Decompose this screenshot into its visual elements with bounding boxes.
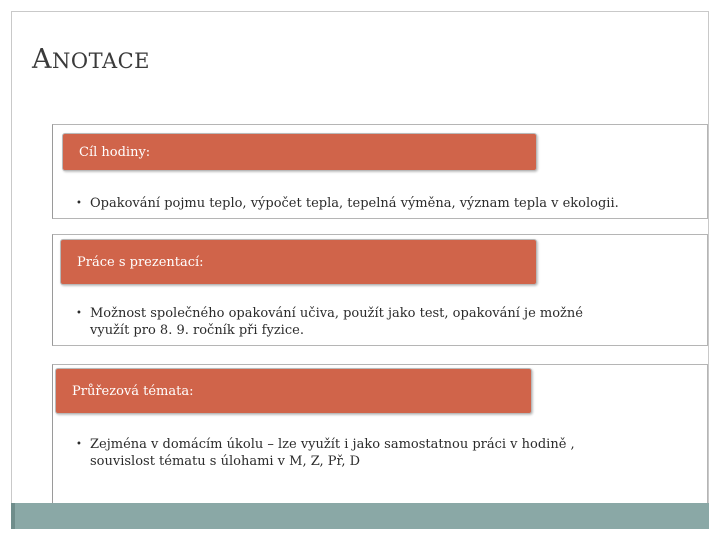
title-initial: A bbox=[32, 44, 52, 75]
bullet-text-line2: využít pro 8. 9. ročník při fyzice. bbox=[90, 323, 304, 338]
bullet-icon: • bbox=[76, 308, 82, 319]
section-header-label: Práce s prezentací: bbox=[77, 254, 204, 270]
title-rest: NOTACE bbox=[52, 49, 151, 73]
slide-title bbox=[32, 44, 150, 75]
section-header-goal bbox=[62, 133, 537, 171]
bullet-text: Opakování pojmu teplo, výpočet tepla, tepelná výměna, význam tepla v ekologii. bbox=[90, 196, 619, 211]
section-header-label: Průřezová témata: bbox=[72, 383, 194, 399]
bullet-text-line1: Možnost společného opakování učiva, použít jako test, opakování je možné bbox=[90, 306, 583, 321]
bullet-text-line2: souvislost tématu s úlohami v M, Z, Př, D bbox=[90, 454, 361, 469]
section-header-themes bbox=[55, 368, 532, 414]
bullet-text-line1: Zejména v domácím úkolu – lze využít i jako samostatnou práci v hodině , bbox=[90, 437, 575, 452]
bullet-icon: • bbox=[76, 439, 82, 450]
bullet-item-presentation bbox=[76, 305, 676, 339]
footer-bar bbox=[11, 503, 709, 529]
section-header-presentation bbox=[60, 239, 537, 285]
bullet-icon: • bbox=[76, 198, 82, 209]
bullet-item-goal bbox=[76, 195, 676, 212]
section-header-label: Cíl hodiny: bbox=[79, 144, 151, 160]
bullet-item-themes bbox=[76, 436, 676, 470]
